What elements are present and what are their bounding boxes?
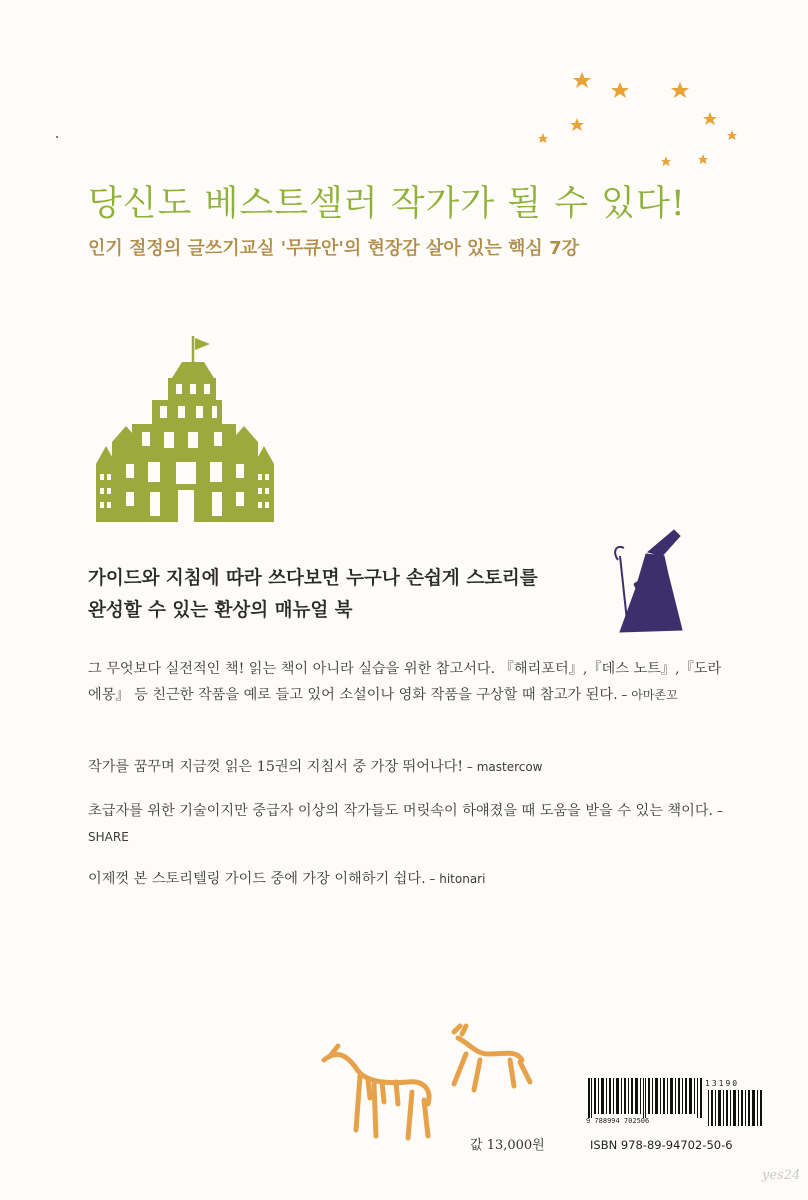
star-icon <box>727 130 737 140</box>
review-text: 그 무엇보다 실전적인 책! 읽는 책이 아니라 실습을 위한 참고서다. 『해리포터』,『데스 노트』,『도라에몽』 등 친근한 작품을 예로 들고 있어 소설이나 영화 작품을 구상할 때 참고가 된다. <box>88 661 722 703</box>
review-source: – SHARE <box>88 804 723 844</box>
dot-mark <box>56 136 58 138</box>
star-icon <box>698 154 708 164</box>
stars-moon-illustration <box>520 60 760 180</box>
star-icon <box>570 118 584 131</box>
review-source: – 아마존꼬 <box>617 688 678 702</box>
addon-digits: 13190 <box>705 1079 740 1088</box>
review-source: – hitonari <box>425 872 486 886</box>
pitch-text <box>88 563 538 627</box>
moon-icon <box>603 104 640 143</box>
review-text: 작가를 꿈꾸며 지금껏 읽은 15권의 지침서 중 가장 뛰어나다! <box>88 759 464 775</box>
isbn-label: ISBN 978-89-94702-50-6 <box>590 1138 733 1152</box>
castle-illustration <box>92 334 278 524</box>
star-icon <box>538 133 548 143</box>
review-text: 초급자를 위한 기술이지만 중급자 이상의 작가들도 머릿속이 하얘졌을 때 도움을 받을 수 있는 책이다. <box>88 803 714 819</box>
pitch-line-1: 가이드와 지침에 따라 쓰다보면 누구나 손쉽게 스토리를 <box>88 568 538 589</box>
review-item <box>88 798 728 850</box>
barcode-digits: 9 788994 702506 <box>586 1117 650 1125</box>
review-item <box>88 656 728 708</box>
watermark: yes24 <box>762 1168 801 1183</box>
wizard-illustration <box>606 526 692 638</box>
review-text: 이제껏 본 스토리텔링 가이드 중에 가장 이해하기 쉽다. <box>88 871 426 887</box>
star-icon <box>611 82 629 98</box>
isbn-barcode <box>588 1078 706 1118</box>
review-source: – mastercow <box>463 760 543 774</box>
review-item <box>88 754 728 780</box>
review-item <box>88 866 728 892</box>
price-label: 값 13,000원 <box>470 1138 545 1153</box>
star-icon <box>573 72 591 88</box>
star-icon <box>661 156 671 166</box>
addon-barcode <box>708 1090 762 1126</box>
star-icon <box>671 82 689 98</box>
star-icon <box>703 112 717 125</box>
pitch-line-2: 완성할 수 있는 환상의 매뉴얼 북 <box>88 600 353 621</box>
cover-headline: 당신도 베스트셀러 작가가 될 수 있다! <box>88 184 686 224</box>
cover-subheadline: 인기 절정의 글쓰기교실 '무큐안'의 현장감 살아 있는 핵심 7강 <box>88 238 579 259</box>
